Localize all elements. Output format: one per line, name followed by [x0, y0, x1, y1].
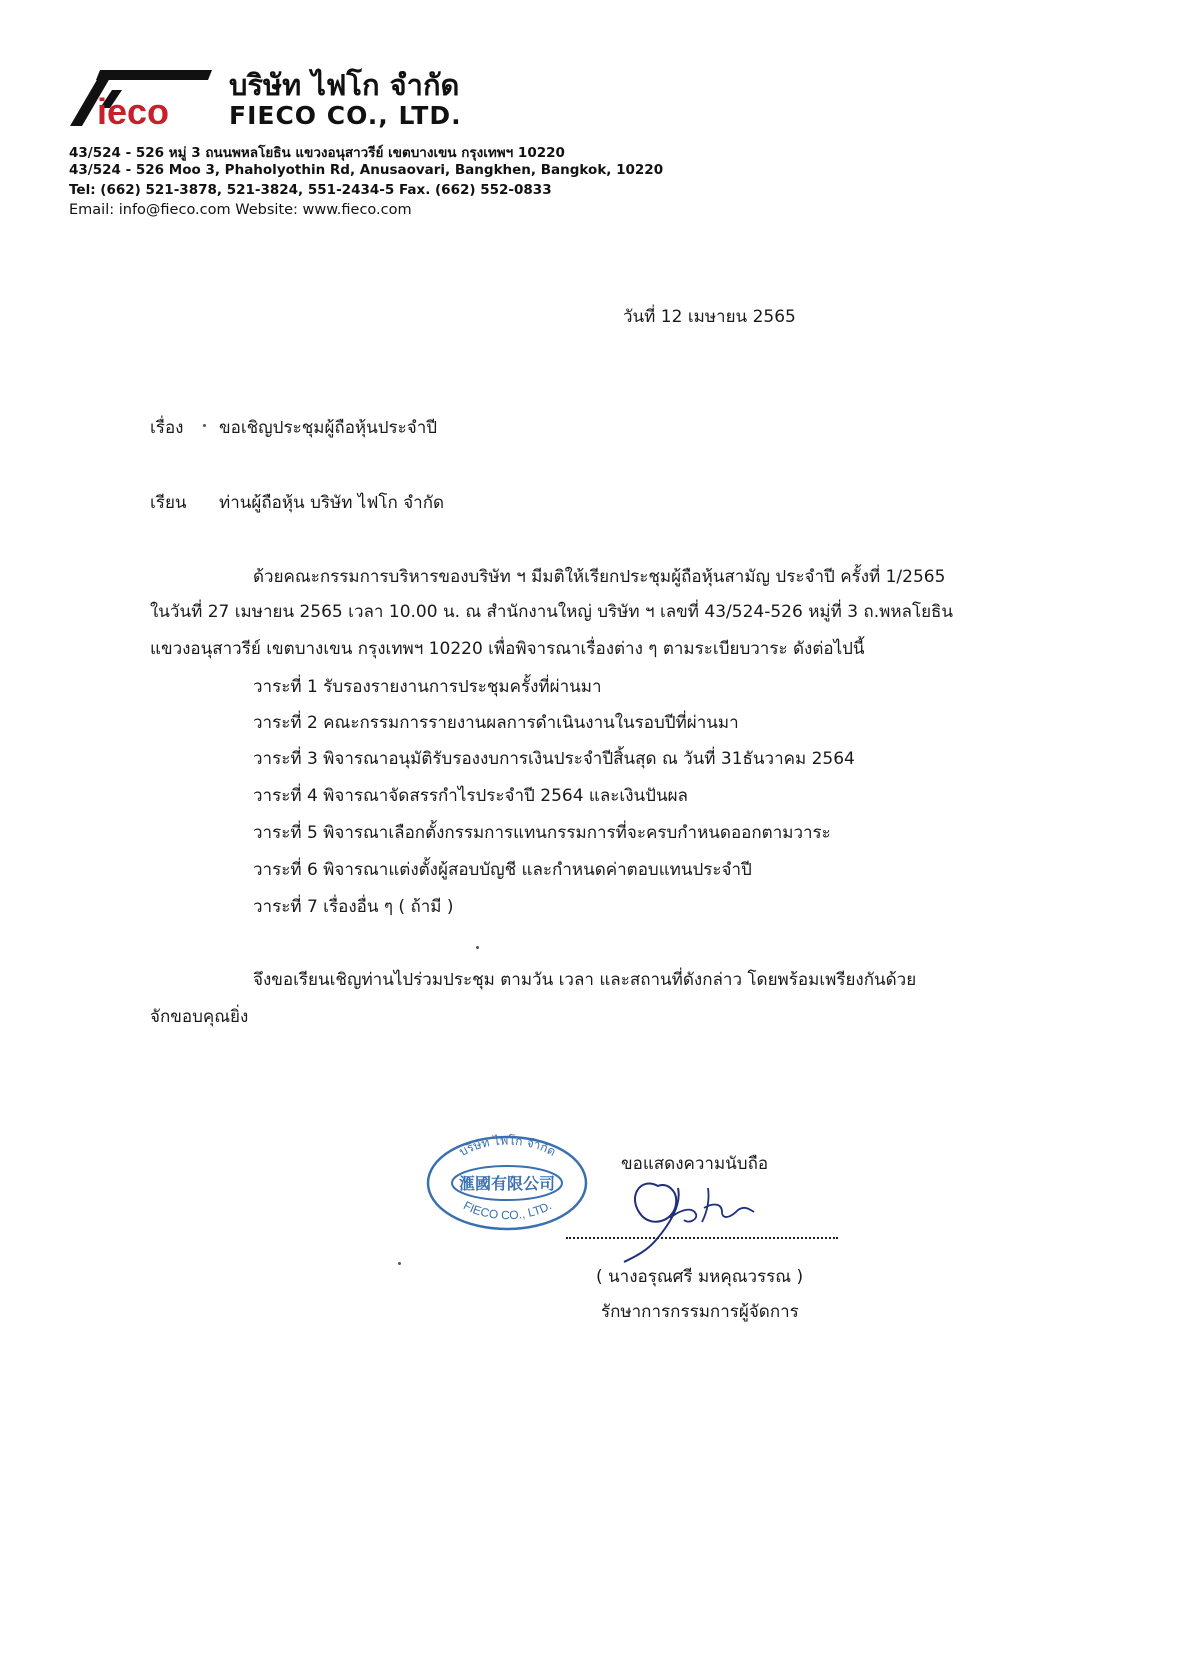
stamp-center-text: 滙國有限公司 — [458, 1174, 556, 1193]
company-name-thai: บริษัท ไฟโก จำกัด — [229, 68, 460, 102]
phone-fax: Tel: (662) 521-3878, 521-3824, 551-2434-5 Fax. (662) 552-0833 — [69, 182, 552, 198]
stamp-bottom-text: FIECO CO., LTD. — [461, 1198, 554, 1223]
logo-bar — [96, 70, 212, 80]
company-stamp — [425, 1133, 590, 1233]
signer-title: รักษาการกรรมการผู้จัดการ — [601, 1302, 799, 1322]
subject-label: เรื่อง — [150, 418, 184, 438]
signature-second-word — [702, 1188, 754, 1222]
company-name-english: FIECO CO., LTD. — [229, 101, 462, 130]
paragraph-line: ด้วยคณะกรรมการบริหารของบริษัท ฯ มีมติให้เรียกประชุมผู้ถือหุ้นสามัญ ประจำปี ครั้งที่ 1/2565 — [253, 567, 946, 587]
agenda-item: วาระที่ 2 คณะกรรมการรายงานผลการดำเนินงานในรอบปีที่ผ่านมา — [253, 713, 739, 733]
agenda-item: วาระที่ 3 พิจารณาอนุมัติรับรองงบการเงินประจำปีสิ้นสุด ณ วันที่ 31ธันวาคม 2564 — [253, 749, 855, 769]
handwritten-signature — [618, 1158, 768, 1266]
agenda-item: วาระที่ 5 พิจารณาเลือกตั้งกรรมการแทนกรรมการที่จะครบกำหนดออกตามวาระ — [253, 823, 831, 843]
address-english: 43/524 - 526 Moo 3, Phaholyothin Rd, Anusaovari, Bangkhen, Bangkok, 10220 — [69, 162, 664, 178]
agenda-item: วาระที่ 1 รับรองรายงานการประชุมครั้งที่ผ่านมา — [253, 677, 602, 697]
agenda-item: วาระที่ 6 พิจารณาแต่งตั้งผู้สอบบัญชี และกำหนดค่าตอบแทนประจำปี — [253, 860, 752, 880]
address-thai: 43/524 - 526 หมู่ 3 ถนนพหลโยธิน แขวงอนุสาวรีย์ เขตบางเขน กรุงเทพฯ 10220 — [69, 145, 565, 161]
recipient-text: ท่านผู้ถือหุ้น บริษัท ไฟโก จำกัด — [219, 493, 445, 513]
agenda-item: วาระที่ 7 เรื่องอื่น ๆ ( ถ้ามี ) — [253, 897, 454, 917]
scan-speck — [203, 424, 206, 427]
fieco-logo — [70, 66, 212, 128]
subject-text: ขอเชิญประชุมผู้ถือหุ้นประจำปี — [219, 418, 438, 438]
paragraph-line: ในวันที่ 27 เมษายน 2565 เวลา 10.00 น. ณ สำนักงานใหญ่ บริษัท ฯ เลขที่ 43/524-526 หมู่ที่ 3 ถ.พหลโยธิน — [150, 602, 954, 622]
recipient-label: เรียน — [150, 493, 187, 513]
email-website: Email: info@fieco.com Website: www.fieco.com — [69, 202, 412, 218]
signature-line — [566, 1237, 838, 1239]
paragraph-line: แขวงอนุสาวรีย์ เขตบางเขน กรุงเทพฯ 10220 เพื่อพิจารณาเรื่องต่าง ๆ ตามระเบียบวาระ ดังต่อไปนี้ — [150, 639, 865, 659]
signer-name: ( นางอรุณศรี มหคุณวรรณ ) — [596, 1267, 804, 1287]
stamp-top-text: บริษัท ไฟโก จำกัด — [456, 1133, 559, 1159]
logo-wordmark: ieco — [97, 91, 170, 128]
closing-line: จักขอบคุณยิ่ง — [150, 1007, 249, 1027]
agenda-item: วาระที่ 4 พิจารณาจัดสรรกำไรประจำปี 2564 และเงินปันผล — [253, 786, 688, 806]
scan-speck — [398, 1262, 401, 1265]
letter-date: วันที่ 12 เมษายน 2565 — [623, 307, 796, 327]
signature-stroke — [624, 1188, 679, 1262]
regards-text: ขอแสดงความนับถือ — [621, 1154, 769, 1174]
signature-loop — [635, 1183, 676, 1221]
scan-speck — [476, 946, 479, 949]
closing-line: จึงขอเรียนเชิญท่านไปร่วมประชุม ตามวัน เวลา และสถานที่ดังกล่าว โดยพร้อมเพรียงกันด้วย — [253, 970, 917, 990]
